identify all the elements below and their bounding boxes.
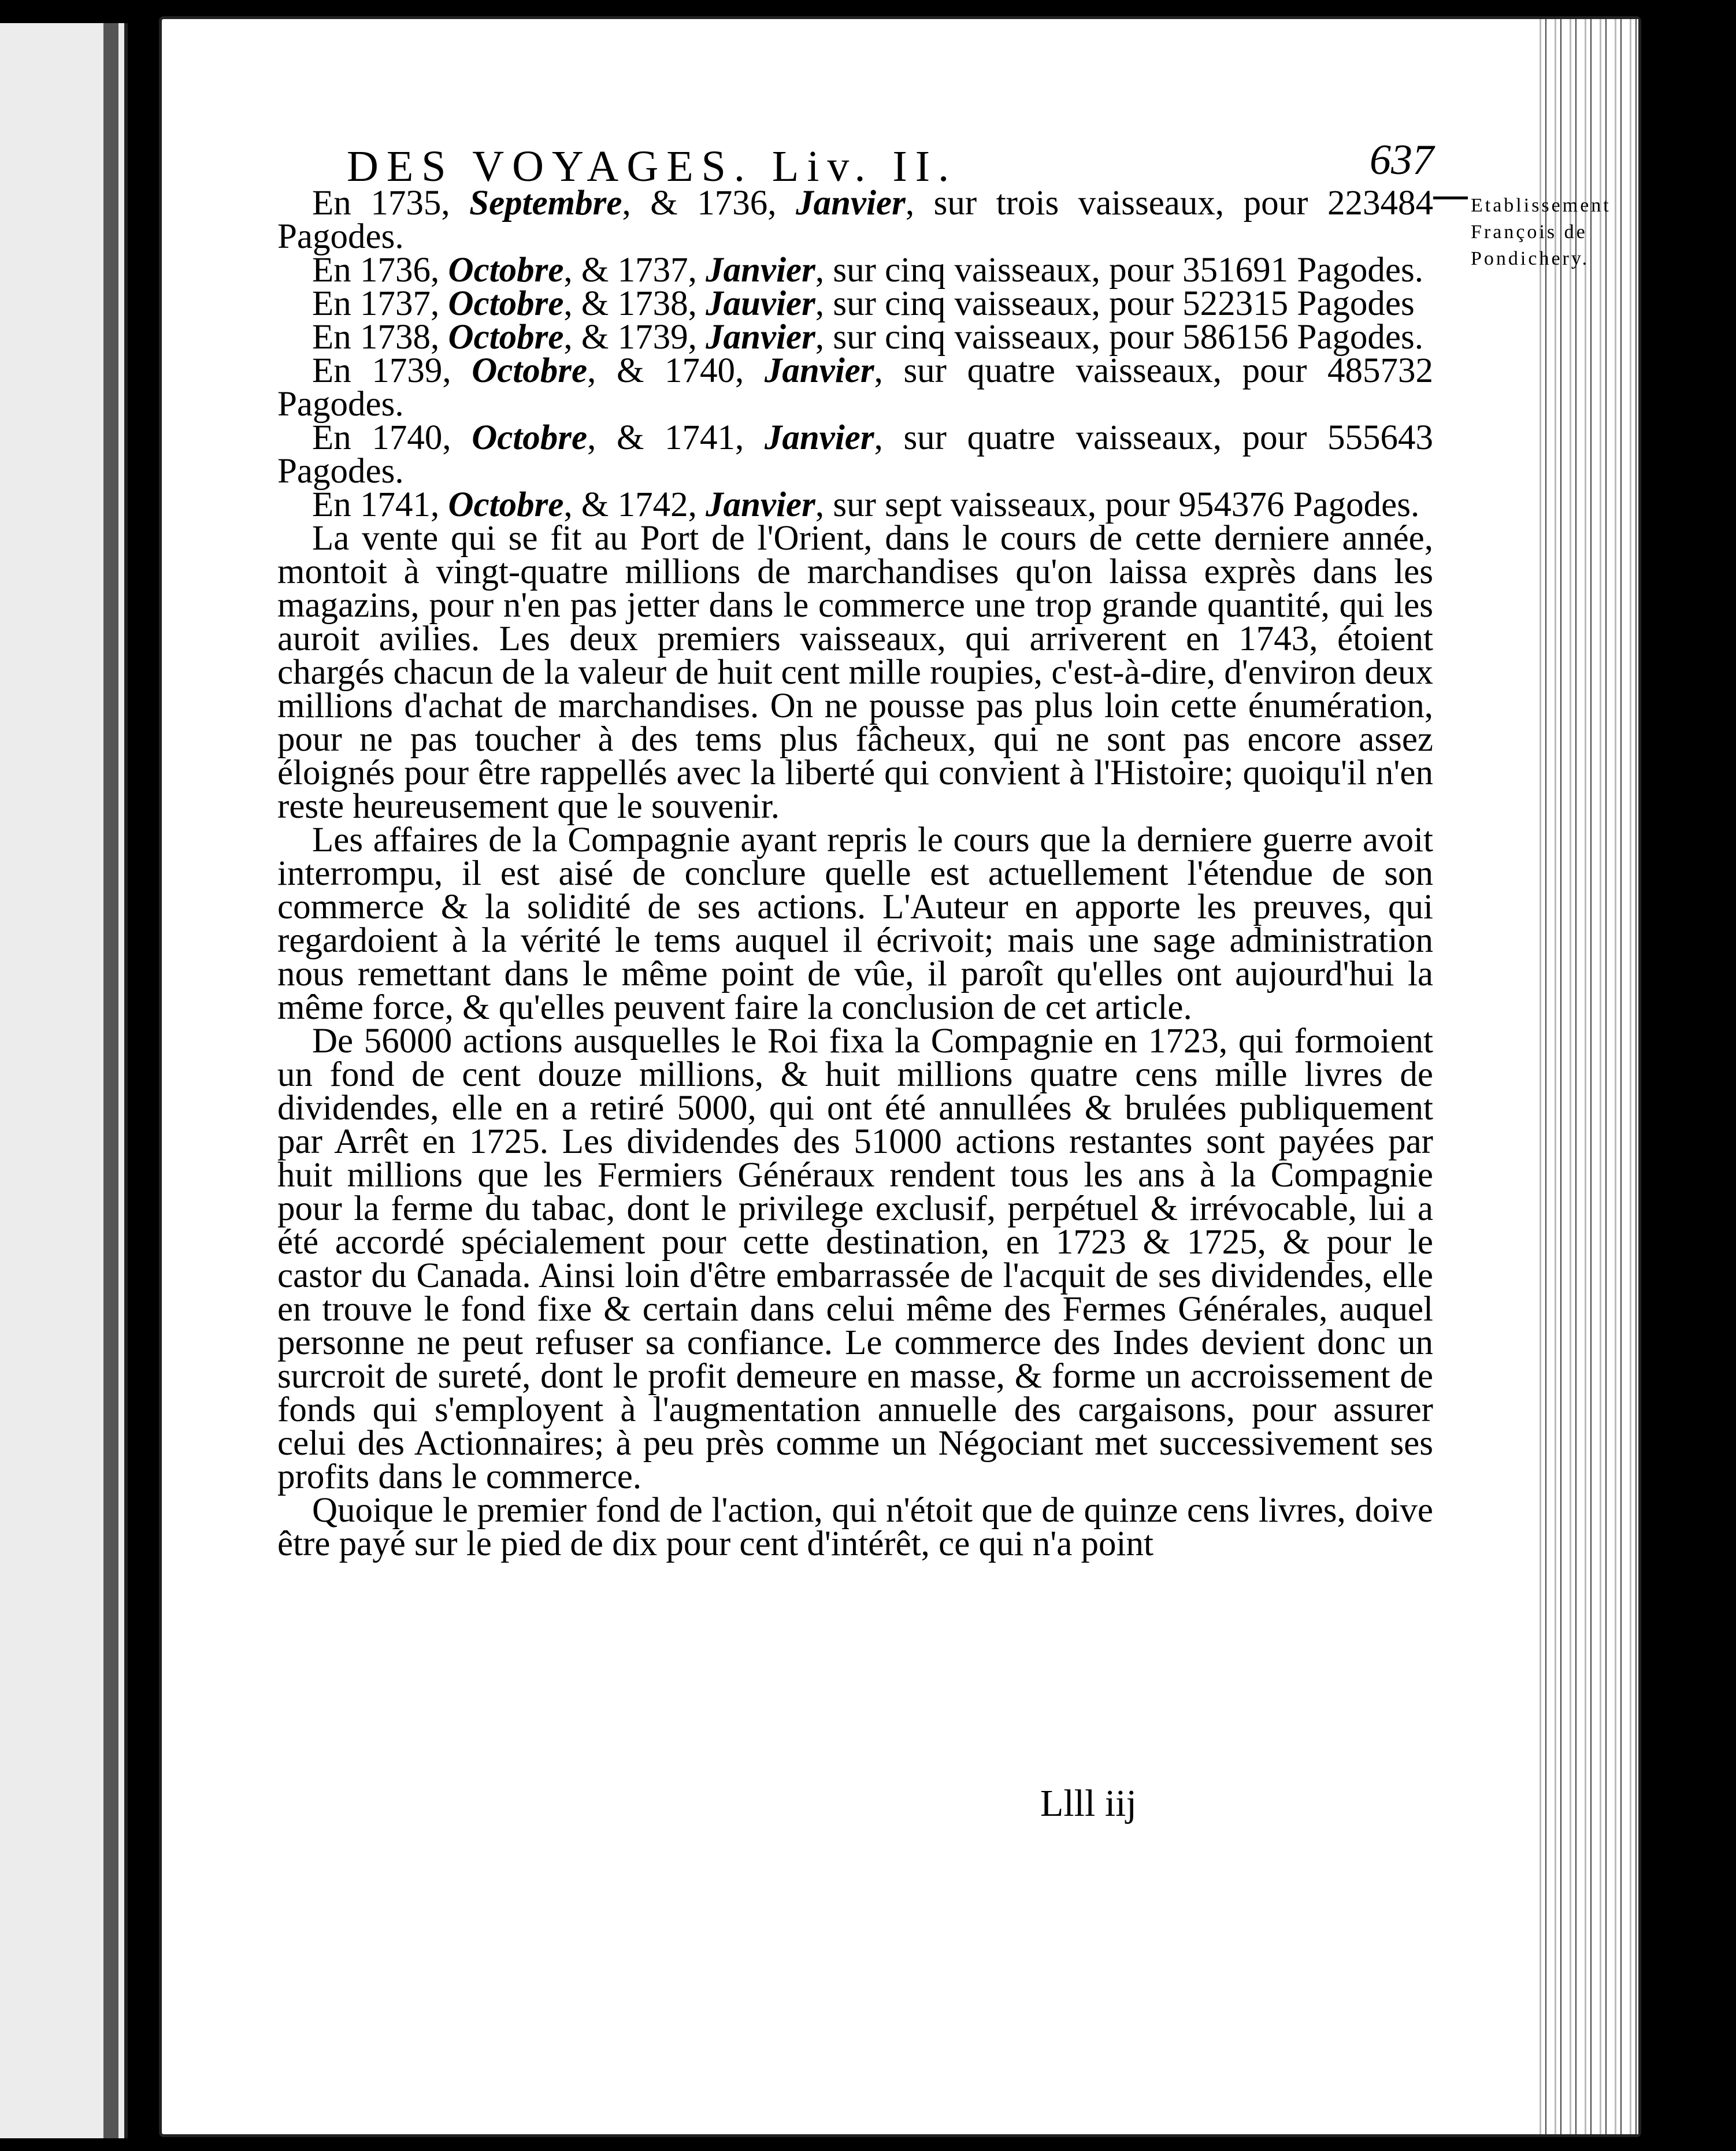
shipment-entry: En 1741, Octobre, & 1742, Janvier, sur sept vaisseaux, pour 954376 Pagodes.	[312, 485, 1420, 524]
shipment-entry: En 1735, Septembre, & 1736, Janvier, sur trois vaisseaux, pour 223484 Pagodes.	[277, 184, 1434, 256]
sidenote-rule	[1433, 196, 1468, 199]
paragraph: De 56000 actions ausquelles le Roi fixa la Compagnie en 1723, qui formoient un fond de cent douze millions, & huit millions quatre cens mille livres de dividendes, elle en a retiré 5000, qui ont été annullées & brulées publiquement par Arrêt en 1725. Les dividendes des 51000 actions restantes sont payées par huit millions que les Fermiers Généraux rendent tous les ans à la Compagnie pour la ferme du tabac, dont le privilege exclusif, perpétuel & irrévocable, lui a été accordé spécialement pour cette destination, en 1723 & 1725, & pour le castor du Canada. Ainsi loin d'être embarrassée de l'acquit de ses dividendes, elle en trouve le fond fixe & certain dans celui même des Fermes Générales, auquel personne ne peut refuser sa confiance. Le commerce des Indes devient donc un surcroit de sureté, dont le profit demeure en masse, & forme un accroissement de fonds qui s'employent à l'augmentation annuelle des cargaisons, pour assurer celui des Actionnaires; à peu près comme un Négociant met successivement ses profits dans le commerce.	[277, 1022, 1433, 1496]
page-number: 637	[1370, 136, 1434, 184]
body-text	[277, 184, 1434, 1563]
book-page	[159, 16, 1641, 2137]
paragraph: La vente qui se fit au Port de l'Orient, dans le cours de cette derniere année, montoit à vingt-quatre millions de marchandises qu'on laissa exprès dans les magazins, pour n'en pas jetter dans le commerce une trop grande quantité, qui les auroit avilies. Les deux premiers vaisseaux, qui arriverent en 1743, étoient chargés chacun de la valeur de huit cent mille roupies, c'est-à-dire, d'environ deux millions d'achat de marchandises. On ne pousse pas plus loin cette énumération, pour ne pas toucher à des tems plus fâcheux, qui ne sont pas encore assez éloignés pour être rappellés avec la liberté qui convient à l'Histoire; quoiqu'il n'en reste heureusement que le souvenir.	[277, 519, 1433, 826]
paragraph: Quoique le premier fond de l'action, qui n'étoit que de quinze cens livres, doive être payé sur le pied de dix pour cent d'intérêt, ce qui n'a point	[277, 1491, 1433, 1563]
shipment-entry: En 1738, Octobre, & 1739, Janvier, sur cinq vaisseaux, pour 586156 Pagodes.	[312, 318, 1423, 357]
signature-mark: Llll iij	[1040, 1782, 1137, 1824]
shipment-entry: En 1739, Octobre, & 1740, Janvier, sur quatre vaisseaux, pour 485732 Pagodes.	[277, 351, 1433, 424]
paragraph: Les affaires de la Compagnie ayant repris le cours que la derniere guerre avoit interrompu, il est aisé de conclure quelle est actuellement l'étendue de son commerce & la solidité de ses actions. L'Auteur en apporte les preuves, qui regardoient à la vérité le tems auquel il écrivoit; mais une sage administration nous remettant dans le même point de vûe, il paroît qu'elles ont aujourd'hui la même force, & qu'elles peuvent faire la conclusion de cet article.	[277, 821, 1433, 1027]
margin-note: Etablissement François de Pondichery.	[1471, 195, 1611, 269]
running-title: DES VOYAGES. Liv. II.	[347, 142, 958, 191]
shipment-entry: En 1737, Octobre, & 1738, Jauvier, sur cinq vaisseaux, pour 522315 Pagodes	[312, 284, 1415, 323]
facing-page-edge	[0, 23, 128, 2138]
page-stack-edge	[1531, 19, 1638, 2134]
shipment-entry: En 1740, Octobre, & 1741, Janvier, sur quatre vaisseaux, pour 555643 Pagodes.	[277, 418, 1433, 491]
shipment-entry: En 1736, Octobre, & 1737, Janvier, sur cinq vaisseaux, pour 351691 Pagodes.	[312, 251, 1423, 290]
